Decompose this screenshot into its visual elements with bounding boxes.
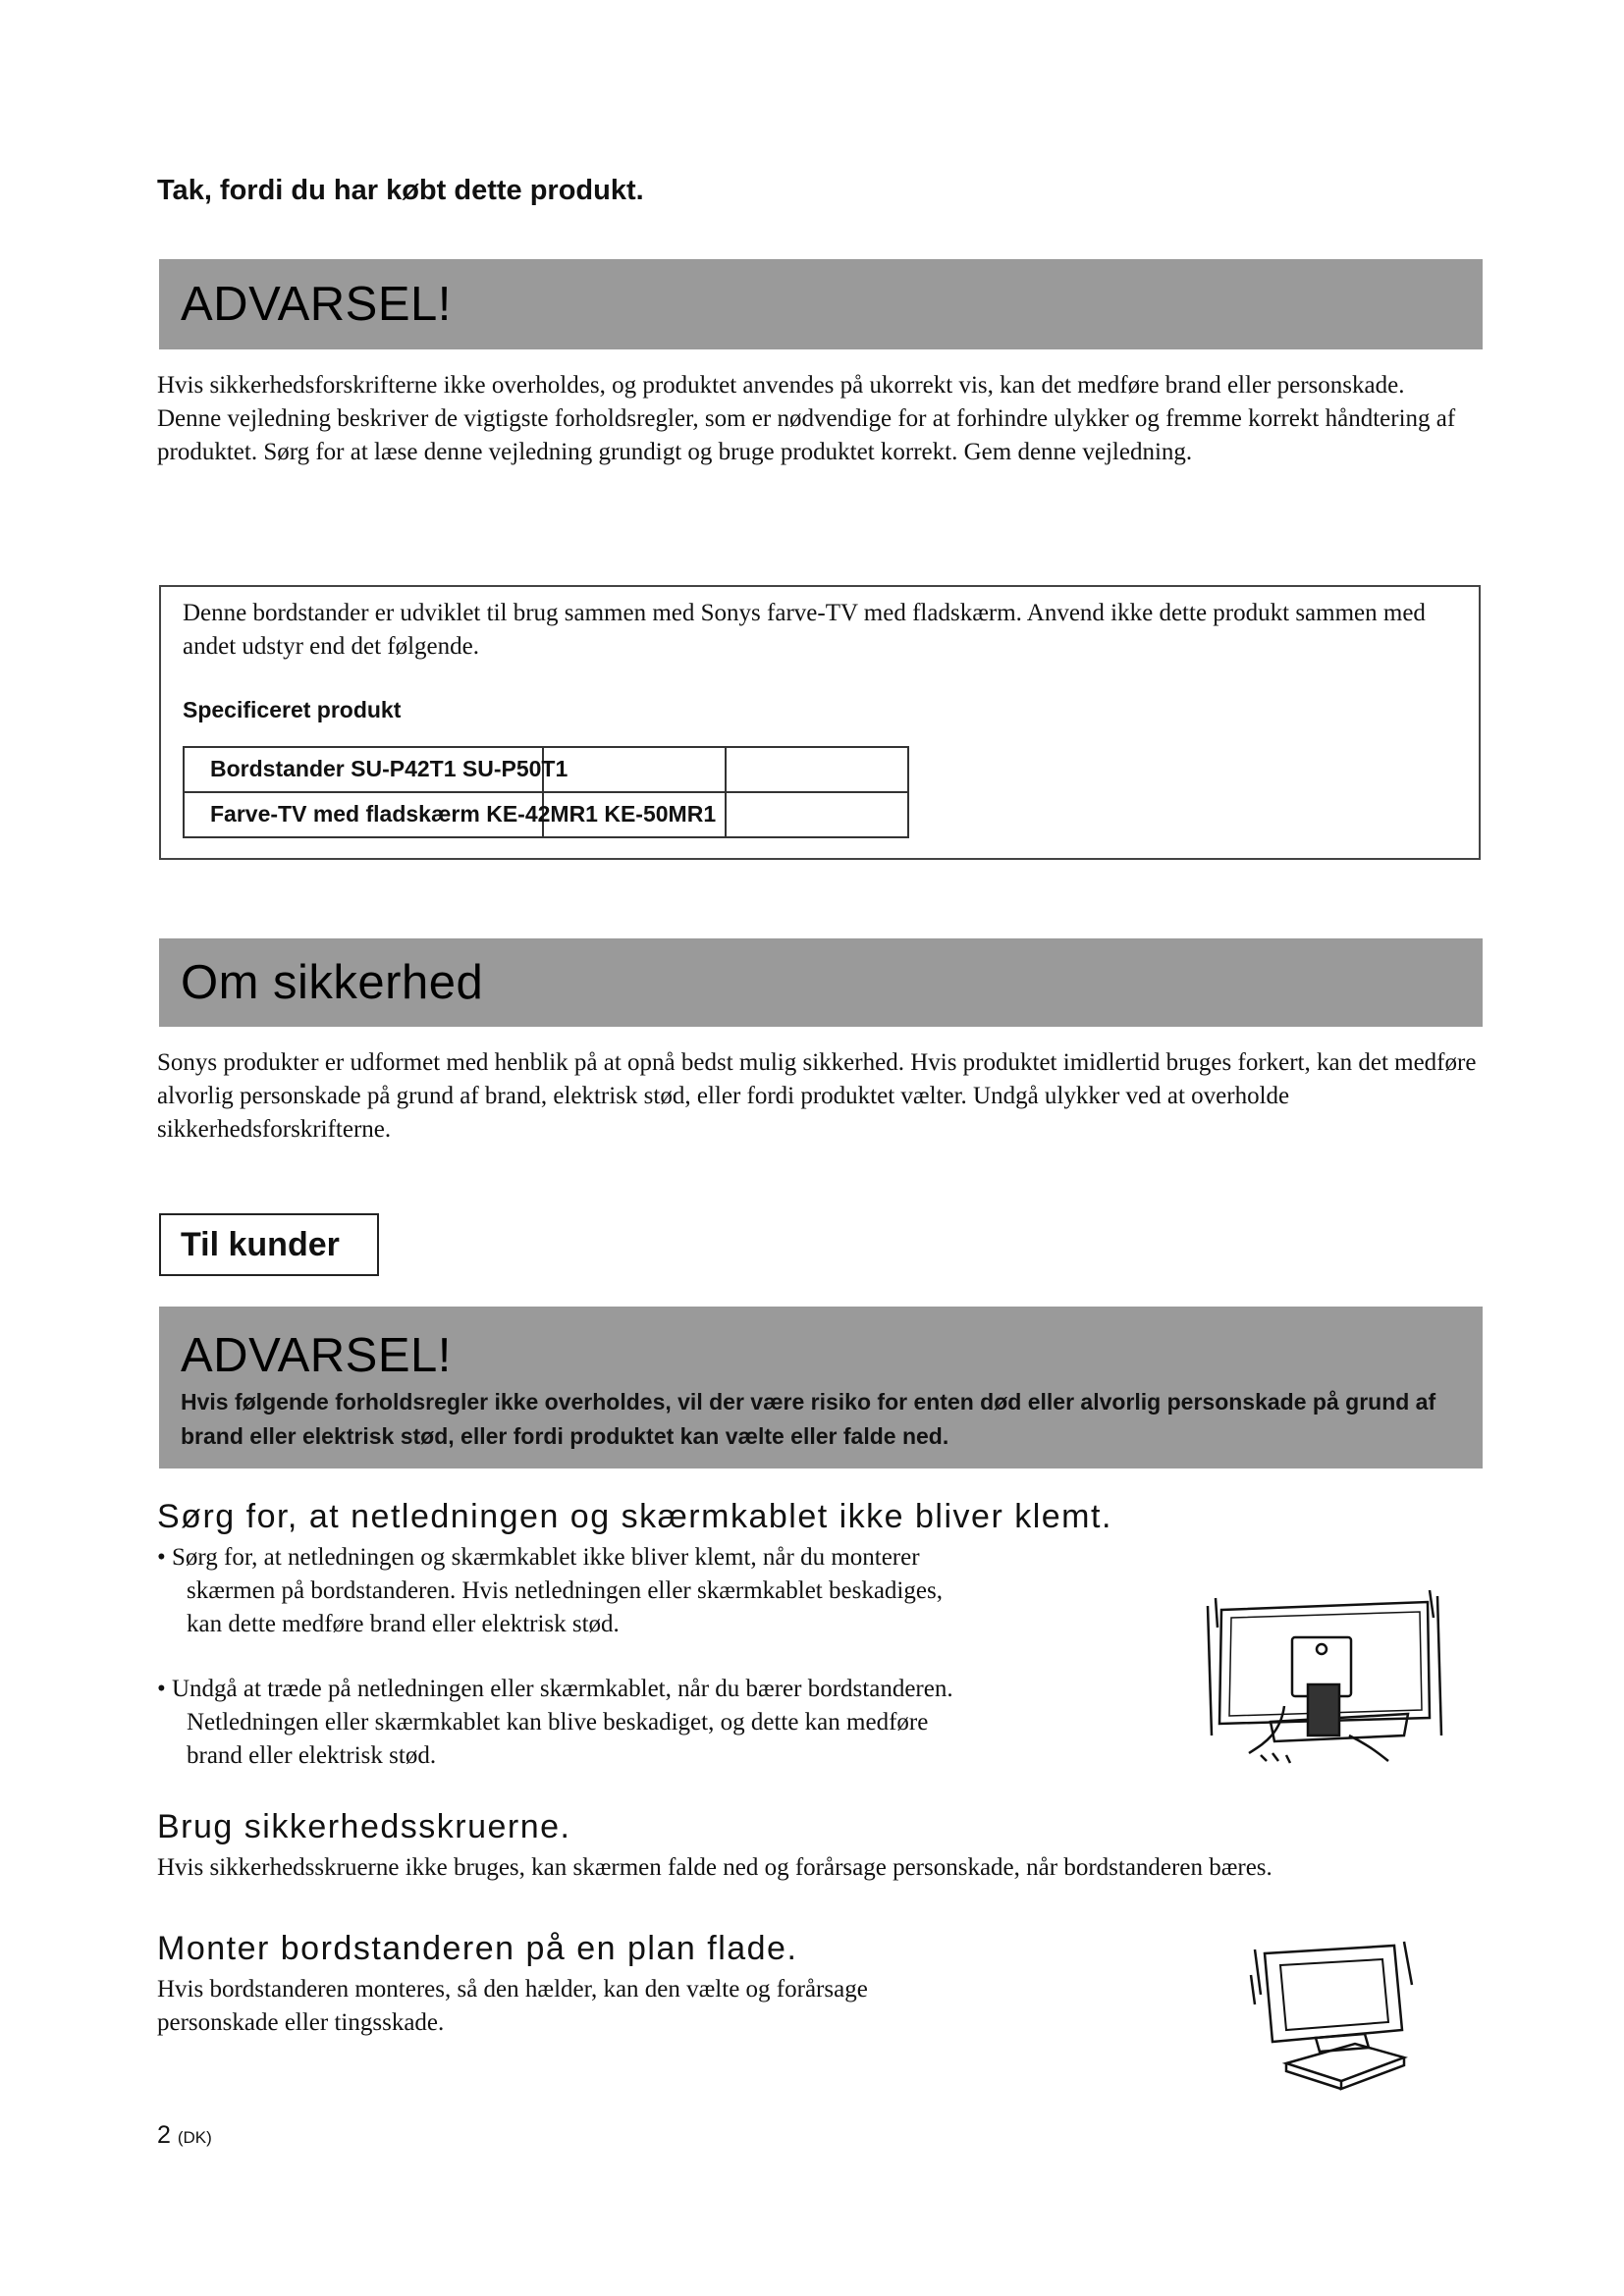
warning-title: ADVARSEL! <box>181 278 452 331</box>
safety-paragraph: Sonys produkter er udformet med henblik på at opnå bedst mulig sikkerhed. Hvis produktet imidlertid bruges forkert, kan det medføre alvorlig personskade på grund af brand, elektrisk stød, eller fordi produktet vælter. Undgå ulykker ved at overholde sikkerhedsforskrifterne. <box>157 1049 1477 1143</box>
table-row <box>184 792 908 837</box>
bullet-line: • Sørg for, at netledningen og skærmkablet ikke bliver klemt, når du monterer <box>157 1544 920 1571</box>
bullet-line: Netledningen eller skærmkablet kan blive beskadiget, og dette kan medføre <box>187 1709 929 1735</box>
page-number-value: 2 <box>157 2121 171 2149</box>
warning-paragraph-2: Denne vejledning beskriver de vigtigste forholdsregler, som er nødvendige for at forhindre ulykker og fremme korrekt håndtering af produktet. Sørg for at læse denne vejledning grundigt og bruge produktet korrekt. Gem denne vejledning. <box>157 405 1456 465</box>
product-info-text: Denne bordstander er udviklet til brug sammen med Sonys farve-TV med fladskærm. Anvend ikke dette produkt sammen med andet udstyr end det følgende. <box>183 600 1426 660</box>
bullet-line: brand eller elektrisk stød. <box>187 1742 437 1769</box>
page-number <box>157 2121 212 2150</box>
text-line: Hvis bordstanderen monteres, så den hælder, kan den vælte og forårsage <box>157 1976 868 2002</box>
section-heading-cables: Sørg for, at netledningen og skærmkablet ikke bliver klemt. <box>157 1498 1112 1535</box>
list-item <box>157 1541 1139 1641</box>
customer-warning-text: Hvis følgende forholdsregler ikke overholdes, vil der være risiko for enten død eller alvorlig personskade på grund af brand eller elektrisk stød, eller fordi produktet kan vælte eller falde ned. <box>181 1389 1436 1449</box>
section-heading-screws: Brug sikkerhedsskruerne. <box>157 1808 571 1845</box>
bullet-line: kan dette medføre brand eller elektrisk stød. <box>187 1611 620 1637</box>
spec-row-2: Farve-TV med fladskærm KE-42MR1 KE-50MR1 <box>210 801 717 827</box>
section-heading-flat-surface: Monter bordstanderen på en plan flade. <box>157 1930 798 1967</box>
intro-heading: Tak, fordi du har købt dette produkt. <box>157 175 644 206</box>
spec-row-1: Bordstander SU-P42T1 SU-P50T1 <box>210 756 568 781</box>
bullet-line: • Undgå at træde på netledningen eller skærmkablet, når du bærer bordstanderen. <box>157 1676 953 1702</box>
text-line: personskade eller tingsskade. <box>157 2009 445 2036</box>
customer-warning-banner <box>159 1307 1483 1468</box>
flat-surface-text <box>157 1973 1139 2040</box>
product-info-box <box>159 585 1481 860</box>
list-item <box>157 1673 1139 1773</box>
bullet-line: skærmen på bordstanderen. Hvis netledningen eller skærmkablet beskadiges, <box>187 1577 943 1604</box>
customers-label: Til kunder <box>159 1213 379 1276</box>
warning-paragraph <box>157 369 1483 469</box>
safety-title: Om sikkerhed <box>181 956 484 1009</box>
screws-text: Hvis sikkerhedsskruerne ikke bruges, kan skærmen falde ned og forårsage personskade, når bordstanderen bæres. <box>157 1854 1272 1881</box>
spec-label: Specificeret produkt <box>183 697 402 722</box>
table-row <box>184 747 908 792</box>
safety-banner <box>159 938 1483 1027</box>
tv-cable-illustration <box>1202 1588 1447 1765</box>
customer-warning-title: ADVARSEL! <box>181 1329 452 1382</box>
tilted-tv-illustration <box>1247 1936 1424 2093</box>
warning-paragraph-1: Hvis sikkerhedsforskrifterne ikke overholdes, og produktet anvendes på ukorrekt vis, kan det medføre brand eller personskade. <box>157 372 1405 399</box>
warning-banner <box>159 259 1483 349</box>
page-language: (DK) <box>177 2128 212 2147</box>
spec-table <box>183 746 909 838</box>
